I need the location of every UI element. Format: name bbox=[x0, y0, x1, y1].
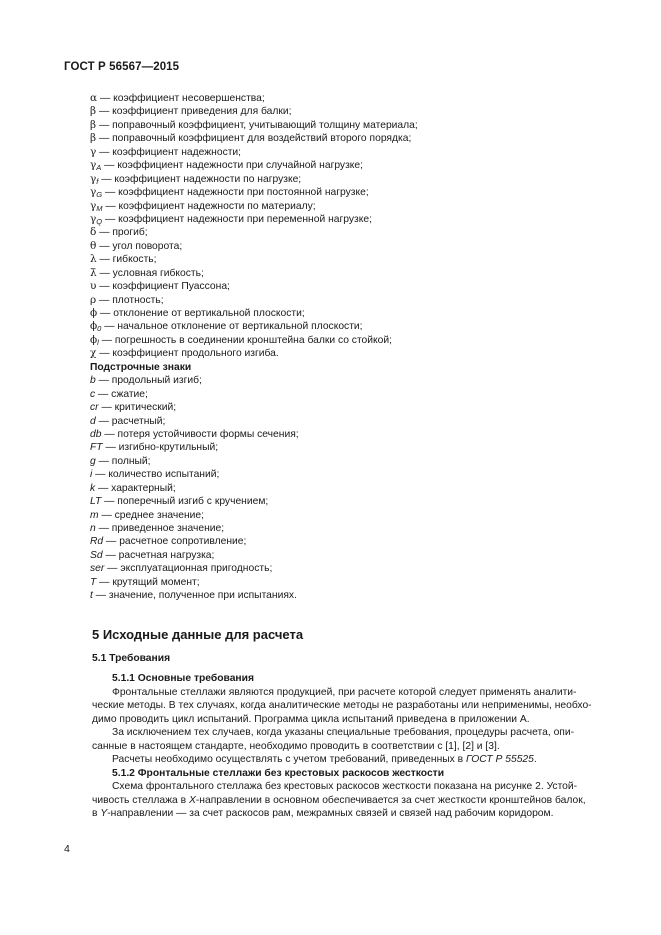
paragraph-line bbox=[92, 753, 610, 767]
symbols-list bbox=[90, 92, 610, 603]
symbol-description: — условная гибкость; bbox=[96, 267, 204, 279]
page-number: 4 bbox=[64, 843, 70, 855]
subscript-symbol: db bbox=[90, 428, 102, 440]
symbol-description: — погрешность в соединении кронштейна балки со стойкой; bbox=[98, 334, 392, 346]
symbol: γ bbox=[90, 159, 97, 172]
subscript-symbol: Rd bbox=[90, 536, 104, 548]
symbol-item bbox=[90, 253, 610, 266]
symbol: γ bbox=[90, 172, 97, 185]
symbol-description: — коэффициент надежности при переменной нагрузке; bbox=[102, 213, 372, 225]
symbol-description: — коэффициент несовершенства; bbox=[97, 93, 265, 104]
symbol-item bbox=[90, 347, 610, 360]
subscript-item bbox=[90, 441, 610, 454]
symbol-item bbox=[90, 173, 610, 186]
symbol-item bbox=[90, 294, 610, 307]
subscript-symbol: b bbox=[90, 375, 96, 387]
subscript-item bbox=[90, 495, 610, 508]
symbol: β bbox=[90, 132, 97, 145]
subscript-item bbox=[90, 589, 610, 602]
symbol-item bbox=[90, 200, 610, 213]
symbol-description: — угол поворота; bbox=[96, 240, 183, 252]
symbol-item bbox=[90, 132, 610, 145]
paragraph-text: чивость стеллажа в bbox=[92, 794, 189, 806]
symbol: χ bbox=[90, 347, 97, 360]
subscript-item bbox=[90, 549, 610, 562]
symbol: β bbox=[90, 105, 97, 118]
symbol: γ bbox=[90, 186, 97, 199]
symbol-description: — отклонение от вертикальной плоскости; bbox=[97, 308, 305, 319]
subscript-description: — среднее значение; bbox=[98, 509, 205, 521]
subscript-description: — характерный; bbox=[95, 482, 176, 494]
section-5-body bbox=[92, 672, 610, 821]
section-5-title: 5 Исходные данные для расчета bbox=[92, 627, 304, 642]
symbol-item bbox=[90, 105, 610, 118]
subscript-item bbox=[90, 509, 610, 522]
symbol: δ bbox=[90, 226, 97, 239]
subscript-symbol: FT bbox=[90, 442, 103, 454]
subscript-description: — полный; bbox=[95, 455, 151, 467]
paragraph-line: ческие методы. В тех случаях, когда аналитические методы не разработаны или неприменимы, необхо- bbox=[92, 700, 592, 711]
symbol: λ̄ bbox=[90, 266, 97, 279]
paragraph-line: За исключением тех случаев, когда указаны специальные требования, процедуры расчета, опи- bbox=[112, 727, 575, 738]
symbol-item bbox=[90, 280, 610, 293]
symbol-description: — гибкость; bbox=[96, 254, 157, 266]
symbol-item bbox=[90, 320, 610, 333]
symbol-subscript: f bbox=[96, 176, 99, 186]
subscript-symbol: cr bbox=[90, 402, 99, 414]
symbol-item bbox=[90, 240, 610, 253]
axis-x: X bbox=[188, 794, 196, 806]
symbol: ϕ bbox=[90, 307, 98, 319]
subscript-item bbox=[90, 388, 610, 401]
symbol-subscript: l bbox=[97, 337, 99, 347]
subscript-item bbox=[90, 401, 610, 414]
subscript-description: — эксплуатационная пригодность; bbox=[104, 563, 273, 575]
symbol-item bbox=[90, 267, 610, 280]
symbol-description: — прогиб; bbox=[96, 227, 148, 239]
symbol-description: — коэффициент надежности; bbox=[96, 146, 242, 158]
subscript-symbol: ser bbox=[90, 563, 105, 575]
subscript-item bbox=[90, 576, 610, 589]
symbol-description: — коэффициент надежности при постоянной нагрузке; bbox=[102, 187, 369, 199]
symbol-item bbox=[90, 334, 610, 347]
paragraph-line: Фронтальные стеллажи являются продукцией, при расчете которой следует применять аналити- bbox=[112, 686, 577, 698]
symbol: α bbox=[90, 92, 98, 104]
subscript-item bbox=[90, 562, 610, 575]
subscript-item bbox=[90, 522, 610, 535]
subscript-description: — значение, полученное при испытаниях. bbox=[92, 590, 297, 602]
paragraph-line: Схема фронтального стеллажа без крестовых раскосов жесткости показана на рисунке 2. Устой- bbox=[112, 781, 578, 792]
paragraph-text: -направлении — за счет раскосов рам, межрамных связей и связей над рабочим коридором. bbox=[107, 808, 554, 819]
subscript-item bbox=[90, 482, 610, 495]
symbol-description: — коэффициент надежности по нагрузке; bbox=[98, 173, 302, 185]
symbol: γ bbox=[90, 145, 97, 158]
subscript-description: — расчетный; bbox=[95, 415, 166, 427]
paragraph-line bbox=[92, 807, 610, 821]
symbol-subscript: M bbox=[96, 203, 103, 213]
subscript-description: — потеря устойчивости формы сечения; bbox=[101, 428, 299, 440]
subscript-description: — сжатие; bbox=[95, 388, 148, 400]
symbol: θ bbox=[90, 239, 97, 252]
paragraph-text: -направлении в основном обеспечивается за счет жесткости кронштейнов балок, bbox=[195, 794, 586, 806]
symbol-item bbox=[90, 226, 610, 239]
symbol-item bbox=[90, 307, 610, 320]
symbol: γ bbox=[90, 199, 97, 212]
subscript-description: — продольный изгиб; bbox=[95, 375, 202, 387]
symbol: β bbox=[90, 118, 97, 131]
symbol-item bbox=[90, 92, 610, 105]
symbol-description: — поправочный коэффициент для воздействий второго порядка; bbox=[96, 133, 412, 145]
paragraph-text: в bbox=[92, 808, 101, 819]
document-header: ГОСТ Р 56567—2015 bbox=[64, 61, 180, 73]
subscript-item bbox=[90, 468, 610, 481]
section-5-1-title: 5.1 Требования bbox=[92, 653, 171, 664]
symbol-item bbox=[90, 213, 610, 226]
section-5-1-1-title: 5.1.1 Основные требования bbox=[112, 673, 254, 684]
symbol-description: — коэффициент приведения для балки; bbox=[96, 106, 292, 118]
subscript-symbol: t bbox=[90, 590, 93, 602]
paragraph-text: Расчеты необходимо осуществлять с учетом требований, приведенных в bbox=[112, 754, 466, 765]
symbol-subscript: A bbox=[96, 163, 102, 173]
subscript-symbol: m bbox=[90, 509, 99, 521]
subscript-symbol: c bbox=[90, 388, 96, 400]
symbol-description: — коэффициент надежности при случайной нагрузке; bbox=[101, 160, 364, 172]
subscripts-heading: Подстрочные знаки bbox=[90, 361, 192, 373]
subscript-symbol: i bbox=[90, 469, 93, 481]
symbol: ϕ bbox=[90, 320, 98, 333]
subscript-description: — расчетное сопротивление; bbox=[103, 536, 247, 548]
subscript-symbol: d bbox=[90, 415, 96, 427]
paragraph-text: . bbox=[533, 754, 537, 765]
paragraph-line: санные в настоящем стандарте, необходимо проводить в соответствии с [1], [2] и [3]. bbox=[92, 740, 500, 752]
subscript-description: — изгибно-крутильный; bbox=[102, 442, 219, 454]
symbol: λ bbox=[90, 253, 97, 266]
section-5-1-2-title: 5.1.2 Фронтальные стеллажи без крестовых раскосов жесткости bbox=[112, 767, 445, 779]
symbol: ρ bbox=[90, 293, 97, 306]
symbol-subscript: 0 bbox=[97, 324, 102, 334]
subscript-symbol: k bbox=[90, 482, 96, 494]
subscript-item bbox=[90, 428, 610, 441]
symbol-subscript: G bbox=[96, 190, 103, 200]
subscript-item bbox=[90, 374, 610, 387]
symbol: ϕ bbox=[90, 333, 98, 346]
symbol-description: — коэффициент Пуассона; bbox=[96, 281, 230, 293]
subscript-symbol: g bbox=[90, 455, 96, 467]
symbol-description: — плотность; bbox=[96, 294, 164, 306]
symbol-description: — начальное отклонение от вертикальной плоскости; bbox=[101, 321, 363, 333]
subscript-description: — критический; bbox=[98, 402, 177, 414]
symbol-description: — коэффициент надежности по материалу; bbox=[102, 200, 316, 212]
symbol-item bbox=[90, 119, 610, 132]
subscript-symbol: LT bbox=[90, 496, 102, 508]
subscript-item bbox=[90, 455, 610, 468]
symbol: υ bbox=[90, 280, 97, 293]
subscript-item bbox=[90, 415, 610, 428]
symbol-item bbox=[90, 146, 610, 159]
paragraph-line bbox=[92, 794, 610, 808]
subscript-symbol: n bbox=[90, 523, 96, 534]
subscript-description: — расчетная нагрузка; bbox=[102, 549, 215, 561]
symbol-subscript: Q bbox=[96, 216, 103, 226]
subscript-description: — приведенное значение; bbox=[95, 523, 225, 534]
subscript-symbol: Sd bbox=[90, 549, 103, 561]
symbol-item bbox=[90, 186, 610, 199]
paragraph-line: димо проводить цикл испытаний. Программа цикла испытаний приведена в приложении А. bbox=[92, 713, 530, 725]
symbol-item bbox=[90, 159, 610, 172]
subscript-description: — количество испытаний; bbox=[92, 469, 220, 481]
axis-y: Y bbox=[100, 808, 108, 819]
symbol: γ bbox=[90, 212, 97, 225]
symbol-description: — коэффициент продольного изгиба. bbox=[96, 348, 279, 360]
subscript-description: — крутящий момент; bbox=[96, 576, 200, 588]
subscript-item bbox=[90, 535, 610, 548]
subscript-symbol: T bbox=[90, 576, 97, 588]
standard-reference: ГОСТ Р 55525 bbox=[466, 754, 534, 765]
symbol-description: — поправочный коэффициент, учитывающий толщину материала; bbox=[96, 119, 418, 131]
subscript-description: — поперечный изгиб с кручением; bbox=[101, 496, 269, 508]
